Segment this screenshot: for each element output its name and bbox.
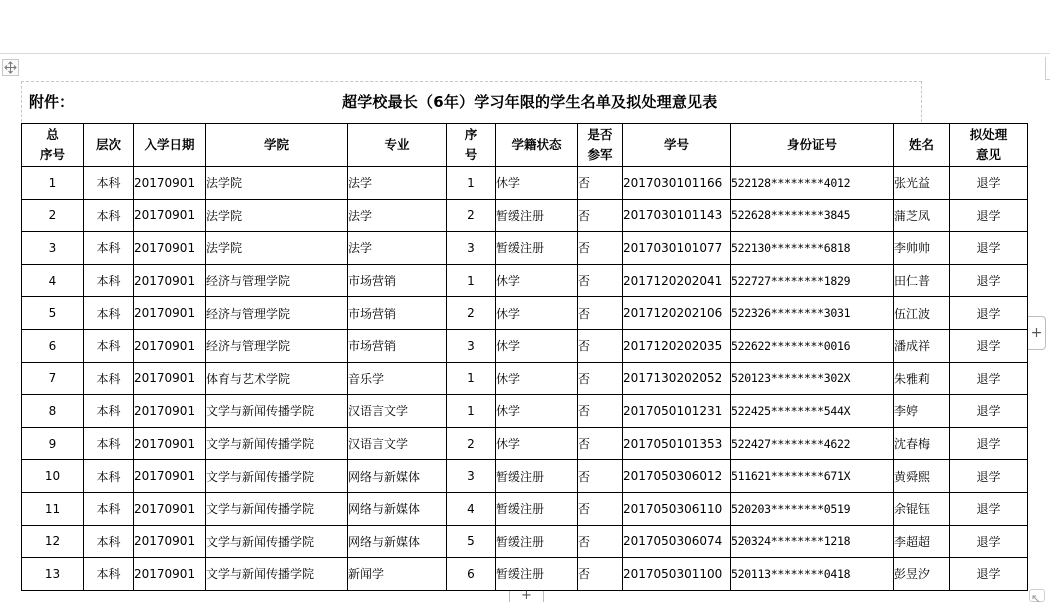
- cell-opinion[interactable]: 退学: [950, 460, 1028, 493]
- cell-opinion[interactable]: 退学: [950, 232, 1028, 265]
- cell-college[interactable]: 文学与新闻传播学院: [206, 427, 348, 460]
- cell-opinion[interactable]: 退学: [950, 362, 1028, 395]
- cell-seq[interactable]: 2: [447, 199, 496, 232]
- cell-military[interactable]: 否: [578, 492, 623, 525]
- cell-student-id[interactable]: 2017050306074: [623, 525, 731, 558]
- cell-student-id[interactable]: 2017120202106: [623, 297, 731, 330]
- column-header-line1: 入学日期: [144, 137, 195, 152]
- cell-seq[interactable]: 1: [447, 395, 496, 428]
- cell-military[interactable]: 否: [578, 167, 623, 200]
- cell-seq[interactable]: 5: [447, 525, 496, 558]
- cell-id-card[interactable]: 511621********671X: [731, 460, 894, 493]
- cell-level[interactable]: 本科: [84, 199, 134, 232]
- cell-status[interactable]: 休学: [496, 167, 578, 200]
- cell-seq[interactable]: 3: [447, 232, 496, 265]
- cell-total-no[interactable]: 5: [22, 297, 84, 330]
- cell-major[interactable]: 市场营销: [348, 329, 447, 362]
- column-header-line1: 是否: [587, 127, 613, 142]
- cell-level[interactable]: 本科: [84, 525, 134, 558]
- student-table: [21, 123, 1028, 591]
- cell-total-no[interactable]: 11: [22, 492, 84, 525]
- column-header-line1: 序: [464, 127, 478, 142]
- column-header: [206, 124, 348, 167]
- cell-enroll-date[interactable]: 20170901: [134, 492, 206, 525]
- cell-military[interactable]: 否: [578, 525, 623, 558]
- attachment-label: 附件：: [29, 93, 75, 111]
- cell-level[interactable]: 本科: [84, 460, 134, 493]
- cell-student-id[interactable]: 2017120202041: [623, 264, 731, 297]
- column-header: [22, 124, 84, 167]
- cell-college[interactable]: 文学与新闻传播学院: [206, 525, 348, 558]
- cell-seq[interactable]: 6: [447, 558, 496, 591]
- cell-college[interactable]: 法学院: [206, 232, 348, 265]
- resize-table-icon: [1030, 594, 1044, 605]
- table-row: [22, 492, 1028, 525]
- cell-enroll-date[interactable]: 20170901: [134, 297, 206, 330]
- table-row: [22, 427, 1028, 460]
- column-header-line2: 意见: [975, 147, 1001, 162]
- cell-college[interactable]: 文学与新闻传播学院: [206, 492, 348, 525]
- add-column-icon: +: [521, 588, 532, 603]
- table-move-handle[interactable]: [2, 59, 19, 76]
- cell-id-card[interactable]: 520123********302X: [731, 362, 894, 395]
- cell-enroll-date[interactable]: 20170901: [134, 460, 206, 493]
- cell-enroll-date[interactable]: 20170901: [134, 427, 206, 460]
- column-header-line1: 学籍状态: [511, 137, 562, 152]
- cell-student-id[interactable]: 2017050101231: [623, 395, 731, 428]
- column-header-line1: 姓名: [908, 137, 934, 152]
- cell-id-card[interactable]: 520324********1218: [731, 525, 894, 558]
- table-row: [22, 329, 1028, 362]
- table-body: [22, 167, 1028, 591]
- cell-level[interactable]: 本科: [84, 558, 134, 591]
- table-row: [22, 362, 1028, 395]
- cell-name[interactable]: 黄舜熙: [894, 460, 950, 493]
- table-row: [22, 460, 1028, 493]
- table-row: [22, 232, 1028, 265]
- cell-student-id[interactable]: 2017050306110: [623, 492, 731, 525]
- cell-student-id[interactable]: 2017050101353: [623, 427, 731, 460]
- cell-seq[interactable]: 1: [447, 264, 496, 297]
- cell-name[interactable]: 伍江波: [894, 297, 950, 330]
- cell-id-card[interactable]: 522427********4622: [731, 427, 894, 460]
- cell-seq[interactable]: 1: [447, 167, 496, 200]
- cell-military[interactable]: 否: [578, 558, 623, 591]
- add-row-button[interactable]: [1028, 316, 1046, 350]
- cell-id-card[interactable]: 520113********0418: [731, 558, 894, 591]
- cell-seq[interactable]: 2: [447, 297, 496, 330]
- cell-military[interactable]: 否: [578, 199, 623, 232]
- cell-level[interactable]: 本科: [84, 232, 134, 265]
- cell-military[interactable]: 否: [578, 232, 623, 265]
- add-row-icon: +: [1030, 325, 1043, 341]
- cell-total-no[interactable]: 9: [22, 427, 84, 460]
- cell-status[interactable]: 暂缓注册: [496, 525, 578, 558]
- cell-total-no[interactable]: 12: [22, 525, 84, 558]
- table-row: [22, 264, 1028, 297]
- cell-status[interactable]: 暂缓注册: [496, 460, 578, 493]
- cell-id-card[interactable]: 522130********6818: [731, 232, 894, 265]
- cell-enroll-date[interactable]: 20170901: [134, 232, 206, 265]
- cell-level[interactable]: 本科: [84, 492, 134, 525]
- cell-id-card[interactable]: 522628********3845: [731, 199, 894, 232]
- cell-major[interactable]: 市场营销: [348, 297, 447, 330]
- cell-id-card[interactable]: 522622********0016: [731, 329, 894, 362]
- cell-major[interactable]: 汉语言文学: [348, 427, 447, 460]
- cell-opinion[interactable]: 退学: [950, 199, 1028, 232]
- cell-opinion[interactable]: 退学: [950, 525, 1028, 558]
- table-row: [22, 525, 1028, 558]
- table-row: [22, 167, 1028, 200]
- cell-id-card[interactable]: 520203********0519: [731, 492, 894, 525]
- column-header-line1: 学院: [263, 137, 289, 152]
- cell-total-no[interactable]: 1: [22, 167, 84, 200]
- cell-status[interactable]: 休学: [496, 362, 578, 395]
- cell-seq[interactable]: 3: [447, 329, 496, 362]
- column-header: [84, 124, 134, 167]
- cell-total-no[interactable]: 8: [22, 395, 84, 428]
- column-header-line1: 层次: [95, 137, 121, 152]
- cell-major[interactable]: 法学: [348, 232, 447, 265]
- cell-seq[interactable]: 2: [447, 427, 496, 460]
- cell-name[interactable]: 朱雅莉: [894, 362, 950, 395]
- page-corner-mark: [1045, 57, 1050, 80]
- cell-military[interactable]: 否: [578, 264, 623, 297]
- column-header: [623, 124, 731, 167]
- cell-enroll-date[interactable]: 20170901: [134, 525, 206, 558]
- cell-military[interactable]: 否: [578, 395, 623, 428]
- cell-level[interactable]: 本科: [84, 167, 134, 200]
- cell-major[interactable]: 法学: [348, 167, 447, 200]
- cell-name[interactable]: 沈春梅: [894, 427, 950, 460]
- cell-name[interactable]: 李超超: [894, 525, 950, 558]
- cell-id-card[interactable]: 522425********544X: [731, 395, 894, 428]
- cell-enroll-date[interactable]: 20170901: [134, 264, 206, 297]
- cell-total-no[interactable]: 4: [22, 264, 84, 297]
- cell-level[interactable]: 本科: [84, 264, 134, 297]
- column-header-line1: 拟处理: [969, 127, 1008, 142]
- cell-enroll-date[interactable]: 20170901: [134, 199, 206, 232]
- cell-name[interactable]: 张光益: [894, 167, 950, 200]
- cell-major[interactable]: 网络与新媒体: [348, 492, 447, 525]
- cell-college[interactable]: 文学与新闻传播学院: [206, 558, 348, 591]
- cell-name[interactable]: 蒲芝凤: [894, 199, 950, 232]
- column-header-line2: 参军: [587, 147, 613, 162]
- cell-opinion[interactable]: 退学: [950, 264, 1028, 297]
- table-row: [22, 297, 1028, 330]
- cell-college[interactable]: 文学与新闻传播学院: [206, 460, 348, 493]
- cell-name[interactable]: 李帅帅: [894, 232, 950, 265]
- column-header: [894, 124, 950, 167]
- add-column-button[interactable]: [509, 588, 544, 603]
- cell-status[interactable]: 暂缓注册: [496, 492, 578, 525]
- cell-major[interactable]: 汉语言文学: [348, 395, 447, 428]
- cell-college[interactable]: 经济与管理学院: [206, 329, 348, 362]
- column-header: [134, 124, 206, 167]
- document-title: 超学校最长（6年）学习年限的学生名单及拟处理意见表: [342, 93, 718, 111]
- cell-major[interactable]: 法学: [348, 199, 447, 232]
- cell-id-card[interactable]: 522326********3031: [731, 297, 894, 330]
- column-header: [731, 124, 894, 167]
- cell-opinion[interactable]: 退学: [950, 427, 1028, 460]
- cell-military[interactable]: 否: [578, 297, 623, 330]
- cell-level[interactable]: 本科: [84, 362, 134, 395]
- cell-student-id[interactable]: 2017050301100: [623, 558, 731, 591]
- cell-total-no[interactable]: 13: [22, 558, 84, 591]
- cell-enroll-date[interactable]: 20170901: [134, 167, 206, 200]
- cell-status[interactable]: 休学: [496, 395, 578, 428]
- cell-student-id[interactable]: 2017030101143: [623, 199, 731, 232]
- cell-status[interactable]: 休学: [496, 329, 578, 362]
- page-top-edge: [0, 53, 1050, 54]
- cell-major[interactable]: 网络与新媒体: [348, 525, 447, 558]
- cell-enroll-date[interactable]: 20170901: [134, 395, 206, 428]
- cell-college[interactable]: 文学与新闻传播学院: [206, 395, 348, 428]
- move-table-icon: [4, 61, 17, 74]
- cell-level[interactable]: 本科: [84, 395, 134, 428]
- cell-name[interactable]: 彭昱汐: [894, 558, 950, 591]
- cell-level[interactable]: 本科: [84, 427, 134, 460]
- cell-seq[interactable]: 3: [447, 460, 496, 493]
- cell-status[interactable]: 休学: [496, 297, 578, 330]
- cell-opinion[interactable]: 退学: [950, 297, 1028, 330]
- cell-status[interactable]: 暂缓注册: [496, 232, 578, 265]
- cell-opinion[interactable]: 退学: [950, 395, 1028, 428]
- cell-opinion[interactable]: 退学: [950, 167, 1028, 200]
- cell-id-card[interactable]: 522727********1829: [731, 264, 894, 297]
- cell-status[interactable]: 休学: [496, 264, 578, 297]
- cell-military[interactable]: 否: [578, 460, 623, 493]
- column-header: [950, 124, 1028, 167]
- cell-college[interactable]: 经济与管理学院: [206, 264, 348, 297]
- table-row: [22, 395, 1028, 428]
- cell-status[interactable]: 暂缓注册: [496, 558, 578, 591]
- cell-major[interactable]: 网络与新媒体: [348, 460, 447, 493]
- cell-student-id[interactable]: 2017030101166: [623, 167, 731, 200]
- cell-name[interactable]: 田仁普: [894, 264, 950, 297]
- cell-student-id[interactable]: 2017050306012: [623, 460, 731, 493]
- cell-military[interactable]: 否: [578, 362, 623, 395]
- table-row: [22, 199, 1028, 232]
- cell-total-no[interactable]: 10: [22, 460, 84, 493]
- column-header: [348, 124, 447, 167]
- cell-student-id[interactable]: 2017130202052: [623, 362, 731, 395]
- cell-id-card[interactable]: 522128********4012: [731, 167, 894, 200]
- cell-total-no[interactable]: 7: [22, 362, 84, 395]
- column-header-line1: 总: [46, 127, 59, 142]
- cell-enroll-date[interactable]: 20170901: [134, 558, 206, 591]
- cell-major[interactable]: 新闻学: [348, 558, 447, 591]
- cell-student-id[interactable]: 2017030101077: [623, 232, 731, 265]
- column-header: [447, 124, 496, 167]
- cell-seq[interactable]: 1: [447, 362, 496, 395]
- cell-college[interactable]: 经济与管理学院: [206, 297, 348, 330]
- table-row: [22, 558, 1028, 591]
- cell-major[interactable]: 音乐学: [348, 362, 447, 395]
- cell-enroll-date[interactable]: 20170901: [134, 329, 206, 362]
- cell-status[interactable]: 暂缓注册: [496, 199, 578, 232]
- cell-total-no[interactable]: 3: [22, 232, 84, 265]
- cell-opinion[interactable]: 退学: [950, 492, 1028, 525]
- cell-level[interactable]: 本科: [84, 297, 134, 330]
- cell-name[interactable]: 李婷: [894, 395, 950, 428]
- cell-opinion[interactable]: 退学: [950, 329, 1028, 362]
- cell-college[interactable]: 法学院: [206, 199, 348, 232]
- column-header-line2: 序号: [39, 147, 65, 162]
- cell-major[interactable]: 市场营销: [348, 264, 447, 297]
- column-header-line2: 号: [464, 147, 478, 162]
- table-resize-handle[interactable]: [1029, 589, 1045, 602]
- column-header-line1: 专业: [384, 137, 410, 152]
- cell-opinion[interactable]: 退学: [950, 558, 1028, 591]
- cell-enroll-date[interactable]: 20170901: [134, 362, 206, 395]
- cell-college[interactable]: 体育与艺术学院: [206, 362, 348, 395]
- cell-seq[interactable]: 4: [447, 492, 496, 525]
- cell-total-no[interactable]: 2: [22, 199, 84, 232]
- column-header: [578, 124, 623, 167]
- cell-military[interactable]: 否: [578, 329, 623, 362]
- column-header-line1: 学号: [663, 137, 689, 152]
- header-row: [22, 124, 1028, 167]
- cell-total-no[interactable]: 6: [22, 329, 84, 362]
- cell-status[interactable]: 休学: [496, 427, 578, 460]
- cell-student-id[interactable]: 2017120202035: [623, 329, 731, 362]
- column-header: [496, 124, 578, 167]
- cell-college[interactable]: 法学院: [206, 167, 348, 200]
- cell-level[interactable]: 本科: [84, 329, 134, 362]
- cell-name[interactable]: 潘成祥: [894, 329, 950, 362]
- cell-name[interactable]: 余锟钰: [894, 492, 950, 525]
- column-header-line1: 身份证号: [786, 137, 837, 152]
- cell-military[interactable]: 否: [578, 427, 623, 460]
